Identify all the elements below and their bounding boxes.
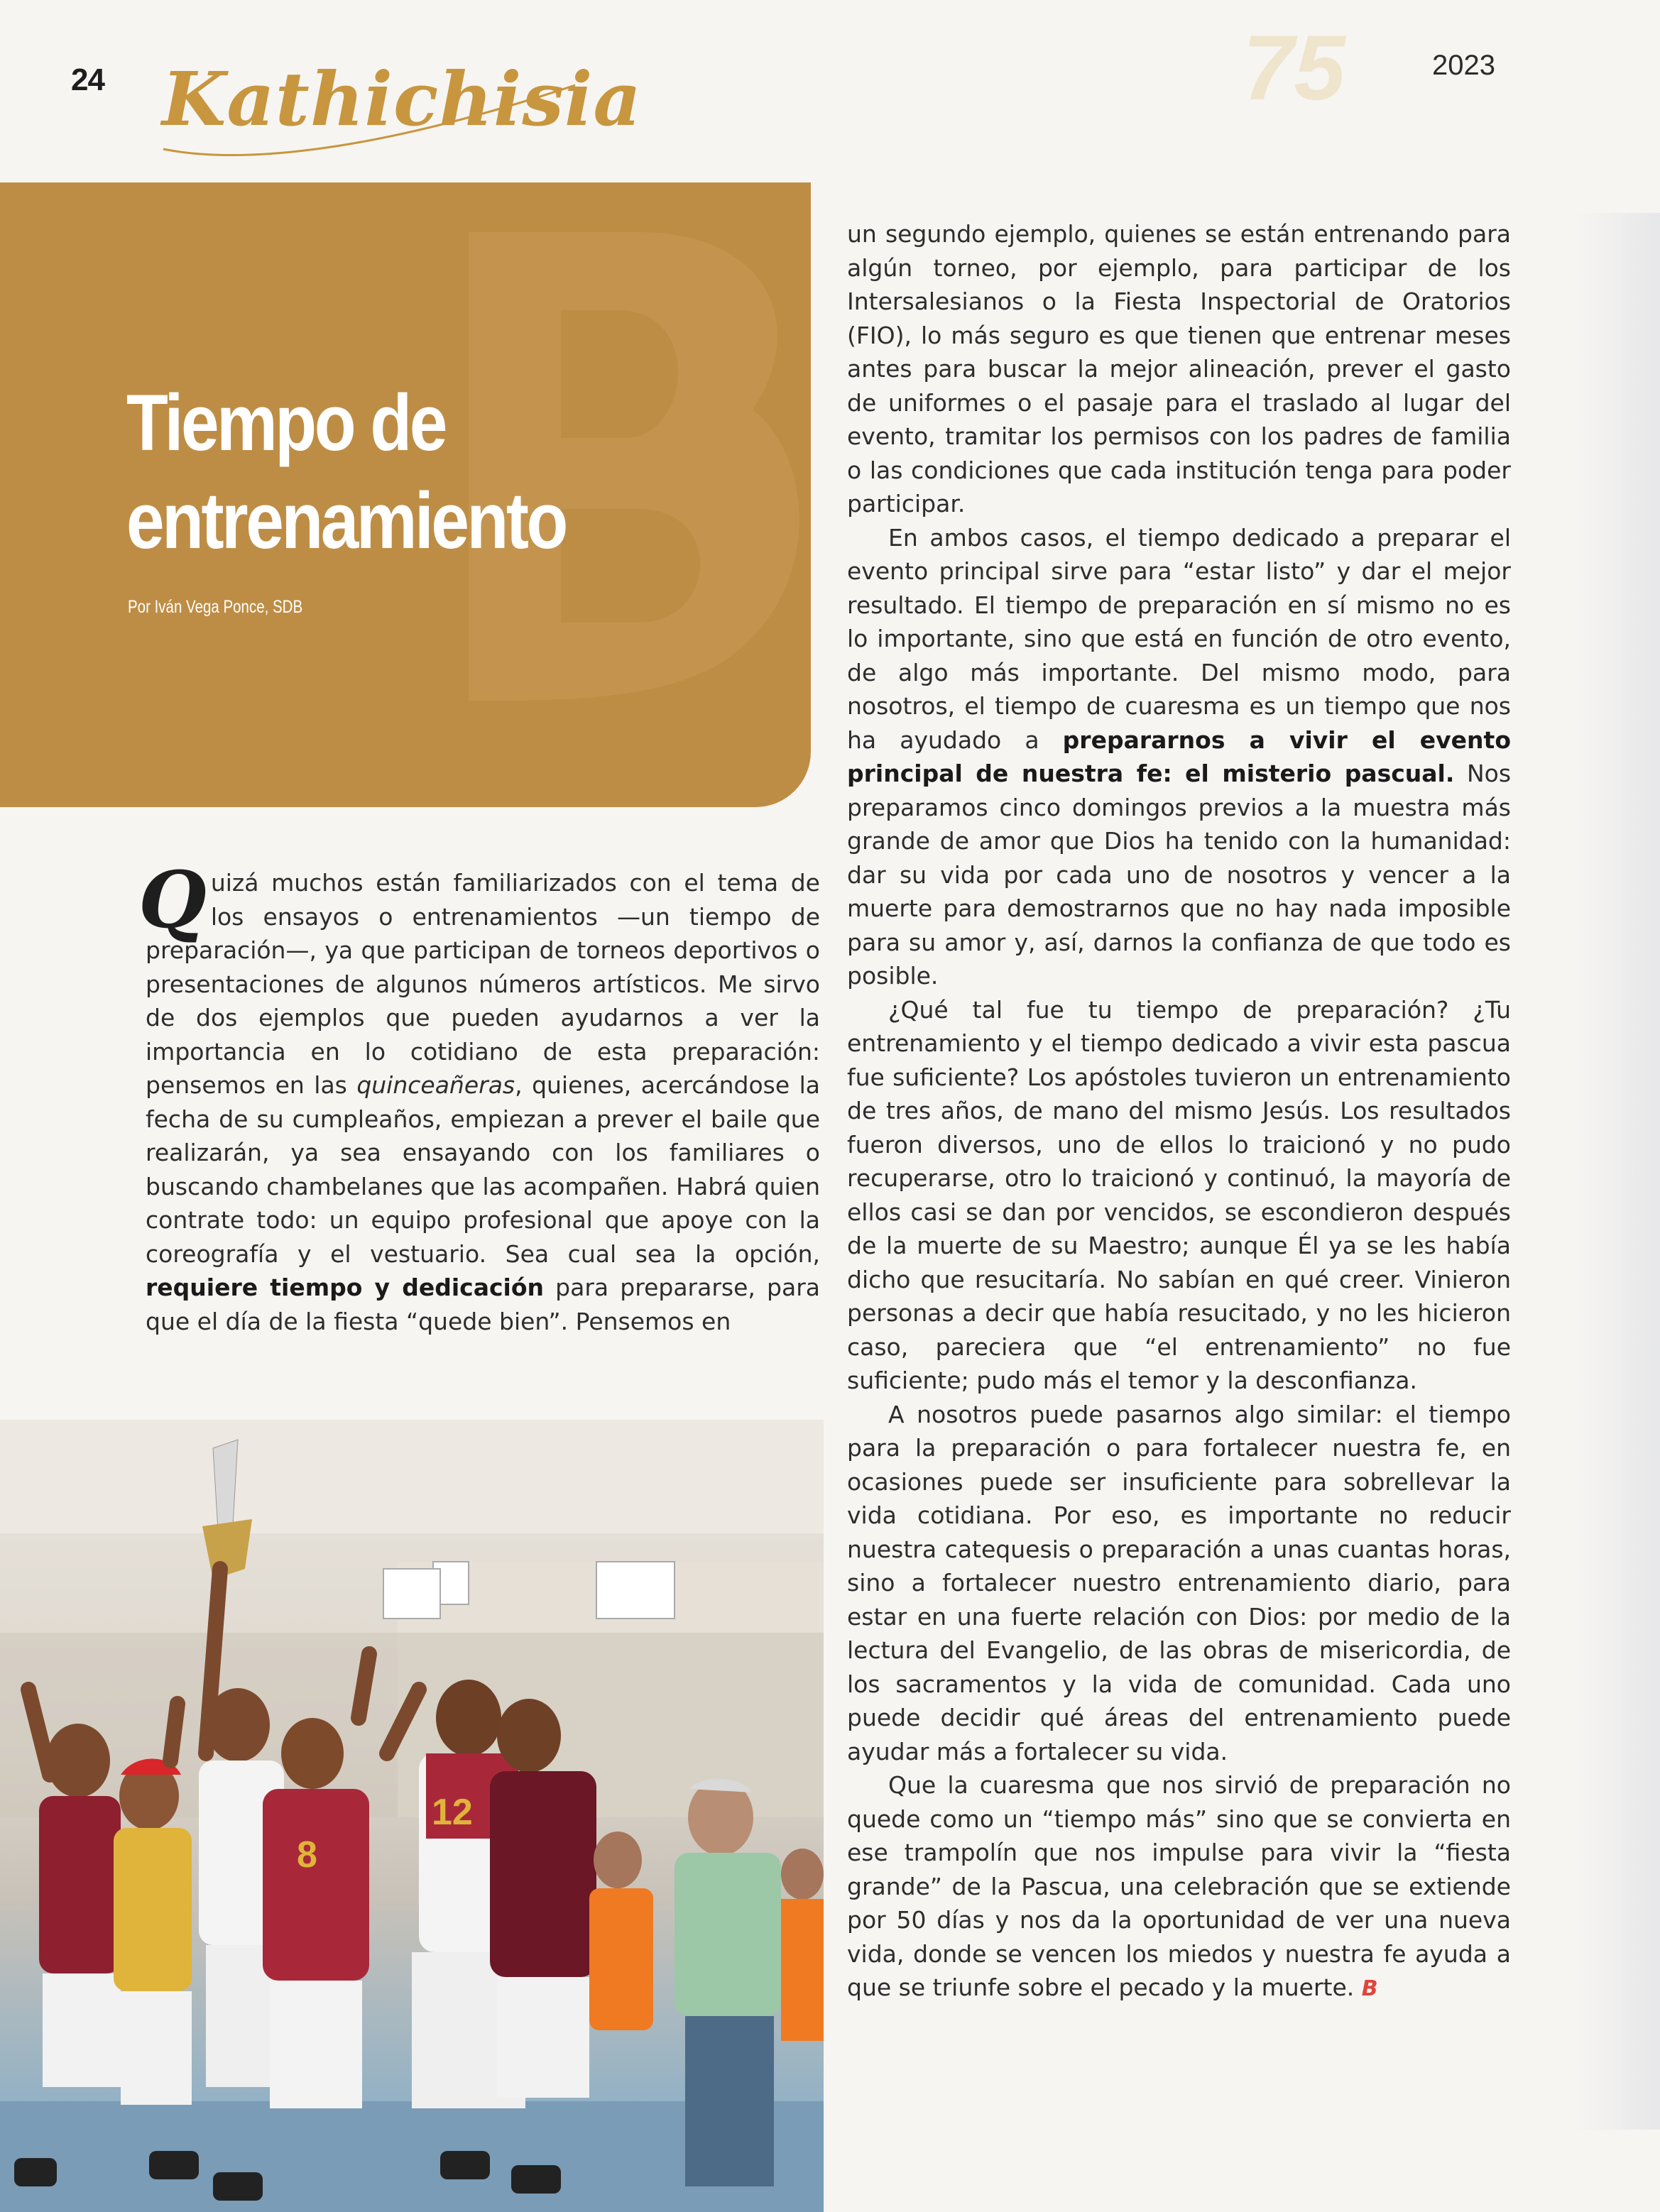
paragraph-text: Nos preparamos cinco domingos previos a la muestra más grande de amor que Dios ha tenido con la humanidad: dar su vida por cada uno de nosotros y vencer a la muerte para demostrarnos que no hay nada imposible para su amor y, así, darnos la confianza de que todo es posible.: [847, 760, 1512, 990]
title-line-1: Tiempo de: [126, 378, 445, 467]
paragraph: ¿Qué tal fue tu tiempo de preparación? ¿Tu entrenamiento y el tiempo dedicado a vivir esta pascua fue suficiente? Los apóstoles tuvieron un entrenamiento de tres años, de mano del mismo Jesús. Los resultados fueron diversos, uno de ellos lo traicionó y no pudo recuperarse, otro lo traicionó y continuó, la mayoría de ellos casi se dan por vencidos, se escondieron después de la muerte de su Maestro; aunque Él ya se les había dicho que resucitaría. No sabían en qué creer. Vinieron personas a decir que había resucitado, y no les hicieron caso, pareciera que “el entrenamiento” no fue suficiente; pudo más el temor y la desconfianza.: [847, 995, 1511, 1394]
anniversary-watermark-icon: [1235, 21, 1370, 121]
paragraph: [138, 854, 820, 1338]
paragraph: [847, 521, 1511, 993]
title-banner: [0, 182, 811, 807]
paragraph-text: En ambos casos, el tiempo dedicado a preparar el evento principal sirve para “estar listo” y dar el mejor resultado. El tiempo de preparación en sí mismo no es lo importante, sino que está en función de otro evento, de algo más importante. Del mismo modo, para nosotros, el tiempo de cuaresma es un tiempo que nos ha ayudado a: [847, 523, 1511, 754]
left-column: [138, 854, 820, 1338]
page-edge-shadow: [1575, 213, 1660, 2130]
paragraph-text: , quienes, acercándose la fecha de su cumpleaños, empiezan a prever el baile que realizarán, ya sea ensayando con los familiares o buscando chambelanes que las acompañen. Habrá quien contrate todo: un equipo profesional que apoye con la coreografía y el vestuario. Sea cual sea la opción,: [146, 1071, 820, 1268]
bold-text: prepararnos a vivir el evento principal de nuestra fe: el misterio pascual.: [847, 726, 1511, 787]
jersey-number: 8: [297, 1834, 317, 1876]
jersey-number: 12: [432, 1792, 473, 1833]
svg-text:75: 75: [1243, 21, 1345, 119]
byline: Por Iván Vega Ponce, SDB: [128, 597, 303, 617]
article-title: [126, 374, 566, 570]
bold-text: requiere tiempo y dedicación: [146, 1274, 545, 1301]
photo-illustration: [0, 1420, 824, 2212]
page-number: 24: [71, 62, 104, 97]
drop-cap: Q: [138, 854, 207, 946]
team-celebration-photo: [0, 1420, 824, 2212]
issue-year: 2023: [1432, 50, 1495, 81]
right-column: [847, 217, 1511, 2006]
title-line-2: entrenamiento: [126, 476, 566, 565]
paragraph: [847, 1768, 1511, 2006]
paragraph-text: para prepararse, para que el día de la fiesta “quede bien”. Pensemos en: [146, 1274, 820, 1335]
paragraph-text: Que la cuaresma que nos sirvió de preparación no quede como un “tiempo más” sino que se convierta en ese trampolín que nos impulse para vivir la “fiesta grande” de la Pascua, una celebración que se extiende por 50 días y nos da la oportunidad de ver una nueva vida, donde se vencen los miedos y nuestra fe ayuda a que se triunfe sobre el pecado y la muerte.: [847, 1771, 1511, 2001]
end-mark-icon: B: [1361, 1976, 1378, 2001]
paragraph-text: uizá muchos están familiarizados con el tema de los ensayos o entrenamientos —un tiempo de preparación—, ya que participan de torneos deportivos o presentaciones de algunos números artísticos. Me sirvo de dos ejemplos que pueden ayudarnos a ver la importancia en lo cotidiano de esta preparación: pensemos en las: [146, 869, 820, 1099]
paragraph: un segundo ejemplo, quienes se están entrenando para algún torneo, por ejemplo, para participar de los Intersalesianos o la Fiesta Inspectorial de Oratorios (FIO), lo más seguro es que tienen que entrenar meses antes para buscar la mejor alineación, prever el gasto de uniformes o el pasaje para el traslado al lugar del evento, tramitar los permisos con los padres de familia o las condiciones que cada institución tenga para poder participar.: [847, 220, 1511, 518]
paragraph: A nosotros puede pasarnos algo similar: el tiempo para la preparación o para fortalecer nuestra fe, en ocasiones puede ser insuficiente para sobrellevar la vida cotidiana. Por eso, es importante no reducir nuestra catequesis o preparación a unas cuantas horas, sino a fortalecer nuestro entrenamiento diario, para estar en una fuerte relación con Dios: por medio de la lectura del Evangelio, de las obras de misericordia, de los sacramentos y la vida de comunidad. Cada uno puede decidir qué áreas del entrenamiento puede ayudar más a fortalecer su vida.: [847, 1400, 1511, 1765]
magazine-logo: Kathichisia: [162, 55, 642, 143]
emphasis-text: quinceañeras: [356, 1071, 515, 1099]
